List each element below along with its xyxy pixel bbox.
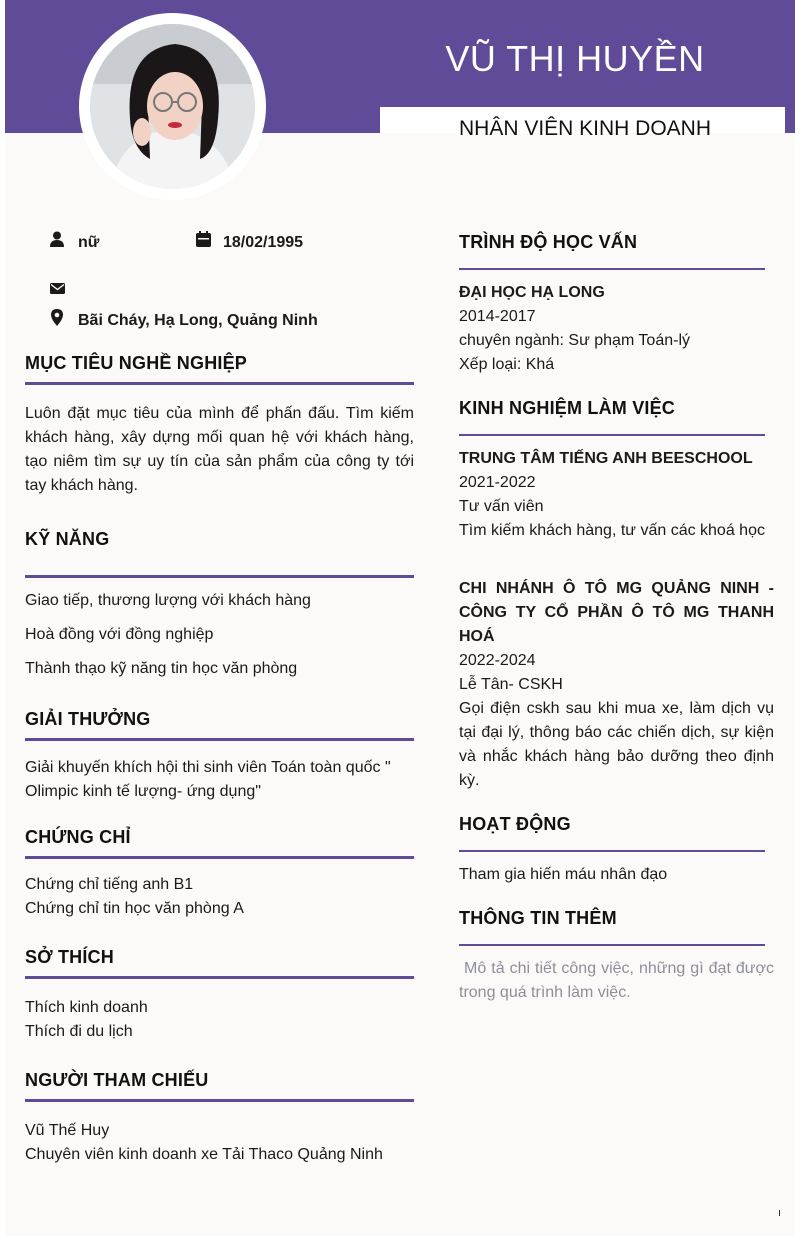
skill-item: Giao tiếp, thương lượng với khách hàng	[25, 592, 311, 609]
cv-page	[5, 0, 795, 1236]
education-grade: Xếp loại: Khá	[459, 356, 555, 373]
awards-text: Giải khuyến khích hội thi sinh viên Toán toàn quốc " Olimpic kinh tế lượng- ứng dụng"	[25, 759, 391, 800]
hobby-item: Thích kinh doanh	[25, 999, 148, 1016]
additional-info-divider	[459, 944, 765, 946]
references-title: NGƯỜI THAM CHIẾU	[25, 1070, 209, 1090]
job-title: NHÂN VIÊN KINH DOANH	[458, 117, 712, 140]
person-icon	[50, 231, 64, 247]
skill-item: Thành thạo kỹ năng tin học văn phòng	[25, 660, 298, 677]
skills-divider	[25, 575, 414, 578]
education-school: ĐẠI HỌC HẠ LONG	[459, 284, 605, 301]
hobbies-divider	[25, 976, 414, 979]
hobby-item: Thích đi du lịch	[25, 1023, 133, 1040]
job-company: TRUNG TÂM TIẾNG ANH BEESCHOOL	[459, 450, 753, 467]
job-description: Tìm kiếm khách hàng, tư vấn các khoá học	[459, 522, 765, 539]
certificates-divider	[25, 856, 414, 859]
experience-title: KINH NGHIỆM LÀM VIỆC	[459, 398, 676, 418]
activities-title: HOẠT ĐỘNG	[459, 814, 571, 834]
objective-text: Luôn đặt mục tiêu của mình để phấn đấu. Tìm kiếm khách hàng, xây dựng mối quan hệ với khách hàng, tạo niêm tìm sự uy tín của sản phẩm của công ty tới tay khách hàng.	[25, 405, 414, 494]
objective-divider	[25, 382, 414, 385]
map-pin-icon	[51, 309, 63, 326]
birthdate-value: 18/02/1995	[223, 234, 304, 251]
hobbies-title: SỞ THÍCH	[25, 947, 114, 967]
avatar-photo-icon	[90, 24, 255, 189]
activities-text: Tham gia hiến máu nhân đạo	[459, 866, 668, 883]
calendar-icon	[196, 231, 211, 247]
reference-position: Chuyên viên kinh doanh xe Tải Thaco Quảng Ninh	[25, 1146, 383, 1163]
additional-info-placeholder[interactable]: Mô tả chi tiết công việc, những gì đạt được trong quá trình làm việc.	[459, 960, 779, 1001]
job-role: Lễ Tân- CSKH	[459, 676, 563, 693]
job-years: 2022-2024	[459, 652, 536, 669]
envelope-icon	[50, 283, 65, 294]
references-divider	[25, 1099, 414, 1102]
awards-title: GIẢI THƯỞNG	[25, 709, 151, 729]
skill-item: Hoà đồng với đồng nghiệp	[25, 626, 214, 643]
reference-name: Vũ Thế Huy	[25, 1122, 110, 1139]
education-years: 2014-2017	[459, 308, 536, 325]
certificates-title: CHỨNG CHỈ	[25, 827, 131, 847]
awards-divider	[25, 738, 414, 741]
job-years: 2021-2022	[459, 474, 536, 491]
page-marker	[779, 1210, 780, 1216]
activities-divider	[459, 850, 765, 852]
certificate-item: Chứng chỉ tin học văn phòng A	[25, 900, 244, 917]
skills-title: KỸ NĂNG	[25, 529, 110, 549]
address-value: Bãi Cháy, Hạ Long, Quảng Ninh	[78, 312, 318, 329]
education-divider	[459, 268, 765, 270]
gender-value: nữ	[78, 234, 100, 251]
additional-info-title: THÔNG TIN THÊM	[459, 908, 617, 928]
certificate-item: Chứng chỉ tiếng anh B1	[25, 876, 194, 893]
experience-divider	[459, 434, 765, 436]
education-title: TRÌNH ĐỘ HỌC VẤN	[459, 232, 638, 252]
job-role: Tư vấn viên	[459, 498, 544, 515]
education-major: chuyên ngành: Sư phạm Toán-lý	[459, 332, 691, 349]
avatar	[90, 24, 255, 189]
job-company: CHI NHÁNH Ô TÔ MG QUẢNG NINH - CÔNG TY CỔ PHẦN Ô TÔ MG THANH HOÁ	[459, 580, 774, 645]
objective-title: MỤC TIÊU NGHỀ NGHIỆP	[25, 353, 248, 373]
job-description: Gọi điện cskh sau khi mua xe, làm dịch vụ tại đại lý, thông báo các chiến dịch, sự kiện và nhắc khách hàng bảo dưỡng theo định kỳ.	[459, 700, 774, 789]
candidate-name: VŨ THỊ HUYỀN	[445, 38, 705, 79]
